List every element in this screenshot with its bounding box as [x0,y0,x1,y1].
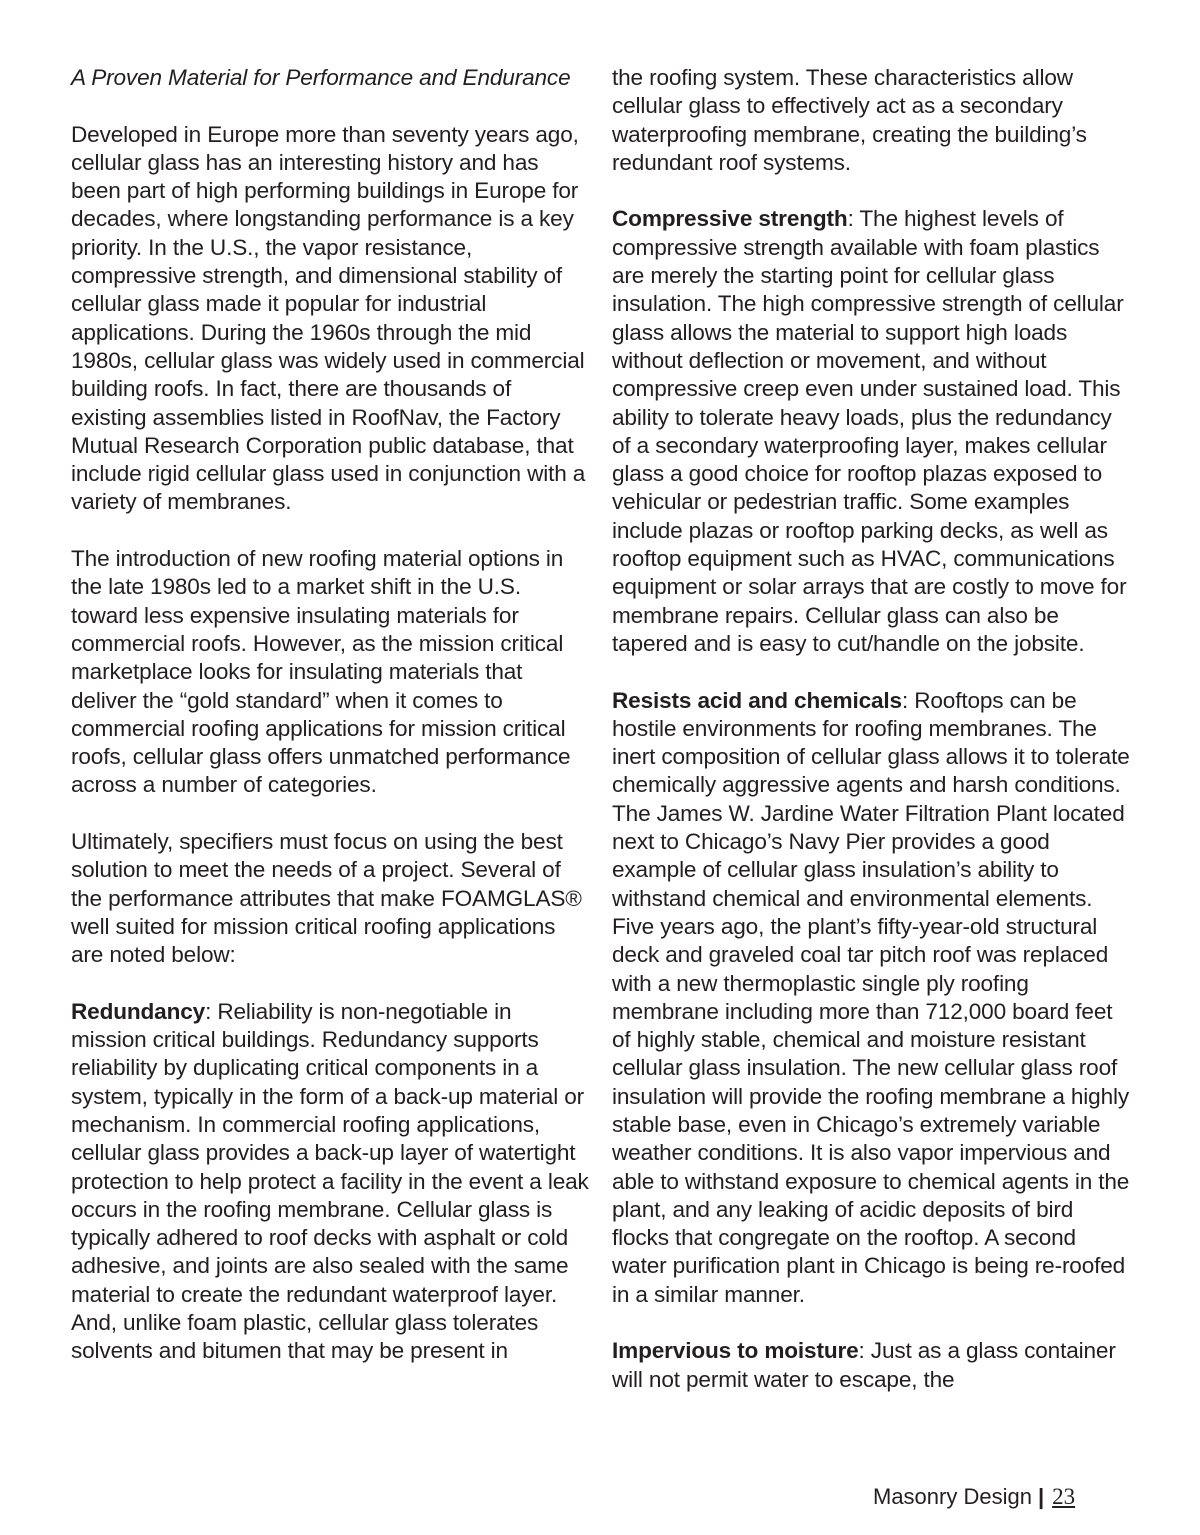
acid-chemicals-body: : Rooftops can be hostile environments for roofing membranes. The inert composition of cellular glass allows it to tolerate chemically aggressive agents and harsh conditions. The James W. Jardine Water Filtration Plant located next to Chicago’s Navy Pier provides a good example of cellular glass insulation’s ability to withstand chemical and environmental elements. Five years ago, the plant’s fifty-year-old structural deck and graveled coal tar pitch roof was replaced with a new thermoplastic single ply roofing membrane including more than 712,000 board feet of highly stable, chemical and moisture resistant cellular glass insulation. The new cellular glass roof insulation will provide the roofing membrane a highly stable base, even in Chicago’s extremely variable weather conditions. It is also vapor impervious and able to withstand exposure to chemical agents in the plant, and any leaking of acidic deposits of bird flocks that congregate on the rooftop. A second water purification plant in Chicago is being re-roofed in a similar manner. [612,687,1130,1307]
redundancy-paragraph [71,998,591,1366]
page-number: 23 [1052,1484,1076,1509]
specifiers-paragraph: Ultimately, specifiers must focus on using the best solution to meet the needs of a project. Several of the performance attributes that make FOAMGLAS® well suited for mission critical roofing applications are noted below: [71,829,582,968]
section-subhead: A Proven Material for Performance and Endurance [71,65,571,90]
right-column [612,64,1132,1394]
compressive-strength-paragraph [612,205,1132,658]
left-column [71,64,591,1366]
footer-separator: | [1037,1484,1045,1509]
publication-name: Masonry Design [873,1484,1032,1509]
compressive-strength-heading: Compressive strength [612,206,848,232]
redundancy-heading: Redundancy [71,998,206,1024]
page-footer [873,1484,1075,1510]
acid-chemicals-heading: Resists acid and chemicals [612,687,902,713]
redundancy-body: : Reliability is non-negotiable in mission critical buildings. Redundancy supports reliability by duplicating critical components in a system, typically in the form of a back-up material or mechanism. In commercial roofing applications, cellular glass provides a back-up layer of watertight protection to help protect a facility in the event a leak occurs in the roofing membrane. Cellular glass is typically adhered to roof decks with asphalt or cold adhesive, and joints are also sealed with the same material to create the redundant waterproof layer. And, unlike foam plastic, cellular glass tolerates solvents and bitumen that may be present in [71,998,589,1364]
moisture-heading: Impervious to moisture [612,1338,859,1364]
acid-chemicals-paragraph [612,687,1132,1310]
history-paragraph: Developed in Europe more than seventy years ago, cellular glass has an interesting history and has been part of high performing buildings in Europe for decades, where longstanding performance is a key priority. In the U.S., the vapor resistance, compressive strength, and dimensional stability of cellular glass made it popular for industrial applications. During the 1960s through the mid 1980s, cellular glass was widely used in commercial building roofs. In fact, there are thousands of existing assemblies listed in RoofNav, the Factory Mutual Research Corporation public database, that include rigid cellular glass used in conjunction with a variety of membranes. [71,121,586,515]
continuation-paragraph: the roofing system. These characteristics allow cellular glass to effectively act as a secondary waterproofing membrane, creating the building’s redundant roof systems. [612,65,1087,175]
moisture-body: : Just as a glass container will not permit water to escape, the [612,1338,1116,1392]
compressive-strength-body: : The highest levels of compressive strength available with foam plastics are merely the starting point for cellular glass insulation. The high compressive strength of cellular glass allows the material to support high loads without deflection or movement, and without compressive creep even under sustained load. This ability to tolerate heavy loads, plus the redundancy of a secondary waterproofing layer, makes cellular glass a good choice for rooftop plazas exposed to vehicular or pedestrian traffic. Some examples include plazas or rooftop parking decks, as well as rooftop equipment such as HVAC, communications equipment or solar arrays that are costly to move for membrane repairs. Cellular glass can also be tapered and is easy to cut/handle on the jobsite. [612,206,1127,656]
market-shift-paragraph: The introduction of new roofing material options in the late 1980s led to a market shift in the U.S. toward less expensive insulating materials for commercial roofs. However, as the mission critical marketplace looks for insulating materials that deliver the “gold standard” when it comes to commercial roofing applications for mission critical roofs, cellular glass offers unmatched performance across a number of categories. [71,546,571,798]
moisture-paragraph [612,1337,1132,1394]
